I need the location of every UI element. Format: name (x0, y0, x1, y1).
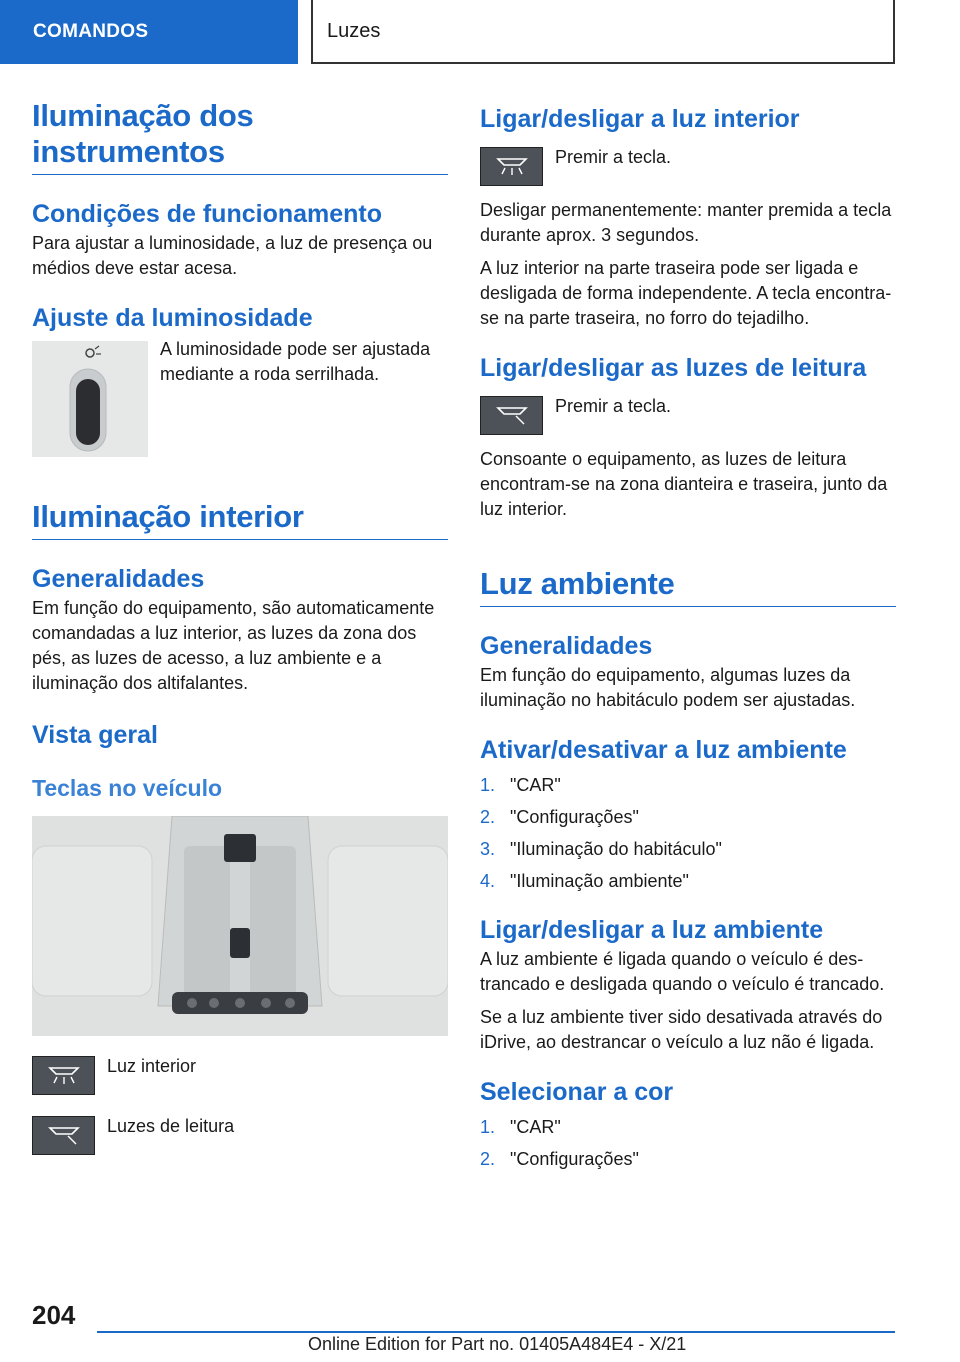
thumbwheel-photo (32, 341, 148, 457)
heading-activate-ambient: Ativar/desativar a luz ambiente (480, 736, 847, 764)
section-tab: COMANDOS (0, 0, 298, 64)
text-rear-light: A luz interior na parte traseira pode ser ligada e desligada de forma independente. A tecla encontra-se na parte traseira, no forro do tejadilho. (480, 258, 892, 328)
heading-interior-lighting: Iluminação interior (32, 499, 448, 540)
steps-color-list (480, 1111, 896, 1175)
list-item: 2. "Configurações" (480, 807, 639, 827)
footer-rule (97, 1331, 895, 1333)
heading-operating-conditions: Condições de funcionamento (32, 200, 383, 228)
text-reading-location: Consoante o equipamento, as luzes de leitura encontram-se na zona dianteira e traseira, junto da luz interior. (480, 449, 888, 519)
brightness-row (32, 341, 448, 457)
reading-press-row (480, 396, 896, 435)
steps-activate-list (480, 769, 896, 897)
text-ambient-general: Em função do equipamento, algumas luzes da iluminação no habitáculo podem ser ajustadas. (480, 665, 856, 710)
legend-reading-row (32, 1116, 448, 1155)
heading-reading-switch: Ligar/desligar as luzes de leitura (480, 354, 867, 382)
text-press-reading: Premir a tecla. (555, 396, 672, 416)
heading-general-right: Generalidades (480, 632, 653, 660)
heading-vehicle-keys: Teclas no veículo (32, 775, 223, 801)
page-number: 204 (32, 1300, 76, 1330)
list-item: 1. "CAR" (480, 775, 561, 795)
right-column (480, 104, 896, 1175)
heading-brightness: Ajuste da luminosidade (32, 304, 313, 332)
overhead-console-photo (32, 816, 448, 1036)
footer-edition: Online Edition for Part no. 01405A484E4 - X/21 (308, 1334, 687, 1354)
heading-ambient-switch: Ligar/desligar a luz ambiente (480, 916, 824, 944)
text-general-left: Em função do equipamento, são automaticamente comandadas a luz interior, as luzes da zona dos pés, as luzes de acesso, a luz ambiente e a iluminação dos altifalantes. (32, 598, 435, 693)
reading-light-icon (480, 396, 543, 435)
heading-general-left: Generalidades (32, 565, 205, 593)
left-column (32, 98, 448, 1155)
legend-interior-row (32, 1056, 448, 1095)
heading-interior-switch: Ligar/desligar a luz interior (480, 105, 800, 133)
list-item: 4. "Iluminação ambiente" (480, 871, 689, 891)
interior-press-row (480, 147, 896, 186)
interior-light-icon (480, 147, 543, 186)
text-ambient-switch: A luz ambiente é ligada quando o veículo é destrancado e desligada quando o veículo é trancado. (480, 949, 885, 994)
heading-select-color: Selecionar a cor (480, 1078, 674, 1106)
legend-reading-label: Luzes de leitura (107, 1116, 235, 1136)
interior-light-icon (32, 1056, 95, 1095)
legend-interior-label: Luz interior (107, 1056, 197, 1076)
text-press-interior: Premir a tecla. (555, 147, 672, 167)
heading-ambient-light: Luz ambiente (480, 566, 896, 607)
list-item: 3. "Iluminação do habitáculo" (480, 839, 722, 859)
heading-instrument-lighting: Iluminação dos instrumentos (32, 98, 448, 175)
list-item: 1. "CAR" (480, 1117, 561, 1137)
chapter-title: Luzes (311, 0, 895, 64)
heading-overview: Vista geral (32, 721, 159, 749)
list-item: 2. "Configurações" (480, 1149, 639, 1169)
reading-light-icon (32, 1116, 95, 1155)
text-idrive: Se a luz ambiente tiver sido desativada através do iDrive, ao destrancar o veículo a luz não é ligada. (480, 1007, 883, 1052)
text-off-permanent: Desligar permanentemente: manter premida a tecla durante aprox. 3 segundos. (480, 200, 892, 245)
text-brightness: A luminosidade pode ser ajustada mediante a roda serrilhada. (160, 339, 431, 384)
text-operating-conditions: Para ajustar a luminosidade, a luz de presença ou médios deve estar acesa. (32, 233, 433, 278)
